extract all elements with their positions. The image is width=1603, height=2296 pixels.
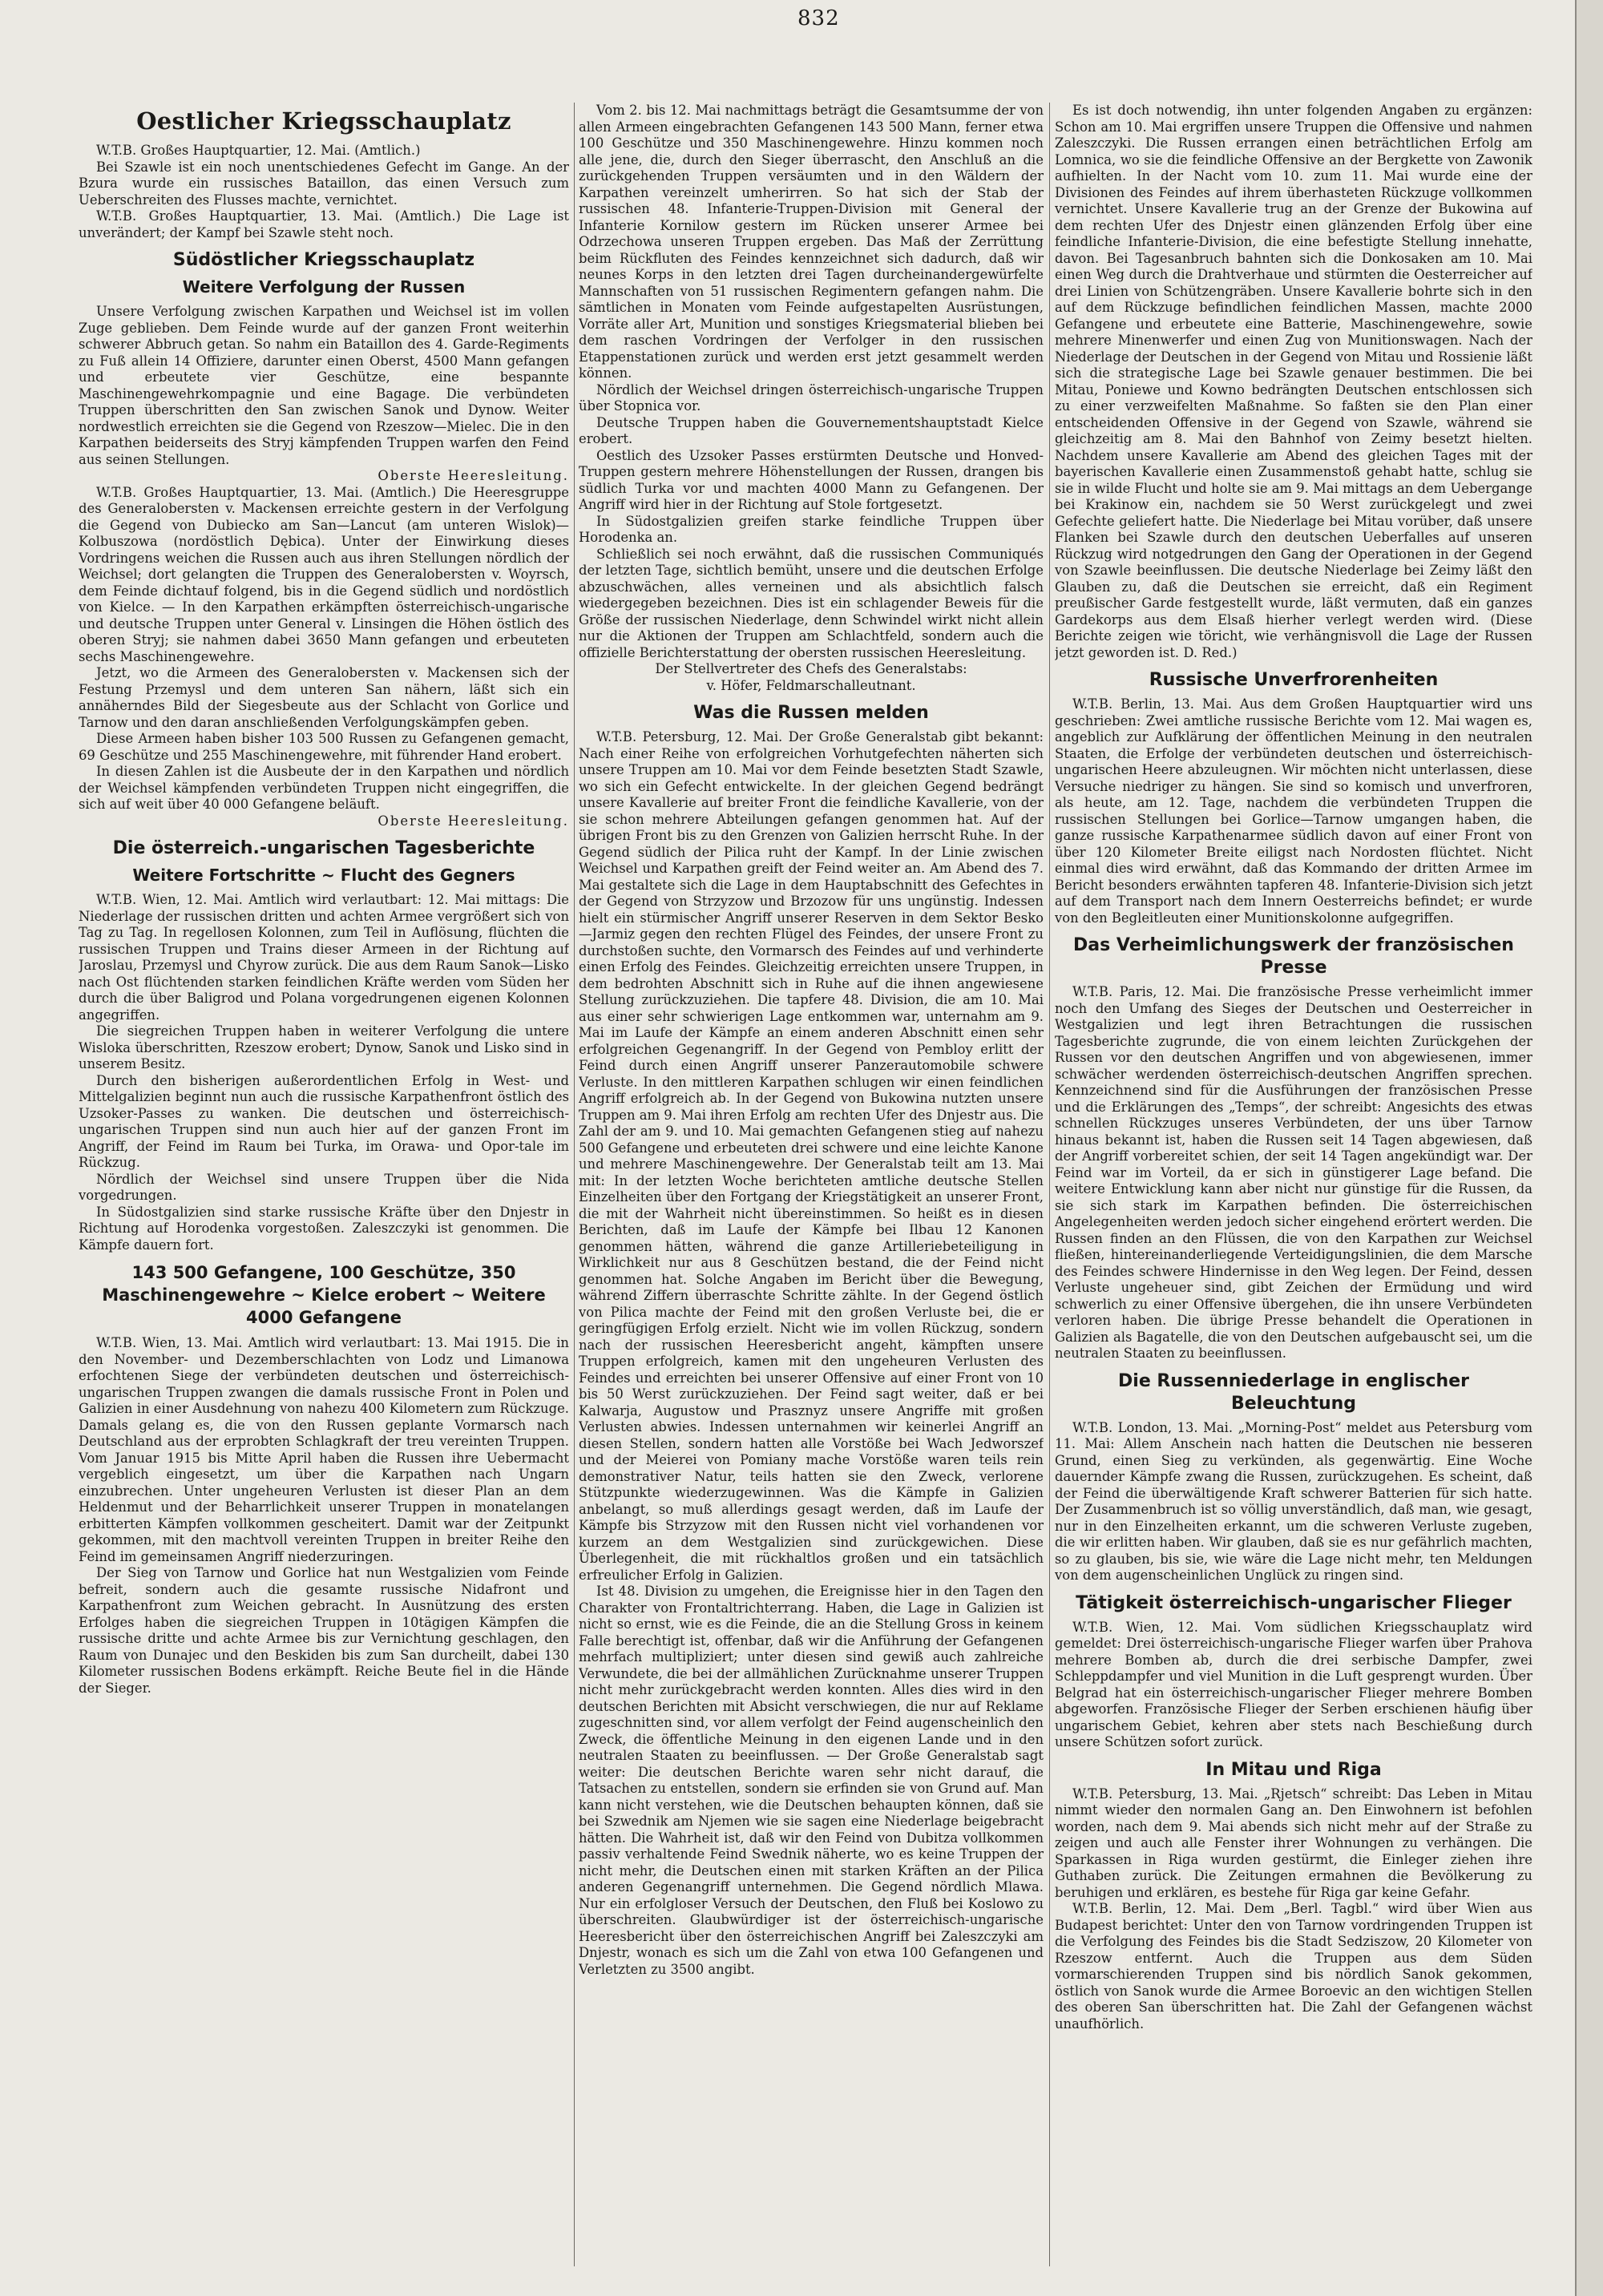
paragraph: Die siegreichen Truppen haben in weiterer Verfolgung die untere Wisloka überschritten, Rzeszow erobert; Dynow, Sanok und Lisko sind in unserem Besitz. [79, 1023, 569, 1071]
column-1 [79, 103, 569, 2282]
article-heading: Die österreich.-ungarischen Tagesberichte [112, 838, 535, 858]
column-rule [1049, 103, 1050, 2266]
article-subheading: Weitere Fortschritte ~ Flucht des Gegners [132, 866, 515, 885]
column-2 [579, 103, 1044, 2282]
article-heading: Die Russenniederlage in englischer Beleuchtung [1118, 1370, 1469, 1414]
article-heading: In Mitau und Riga [1205, 1759, 1382, 1780]
paragraph: Bei Szawle ist ein noch unentschiedenes Gefecht im Gange. An der Bzura wurde ein russisches Bataillon, das einen Versuch zum Ueberschreiten des Flusses machte, vernichtet. [79, 159, 569, 208]
paragraph: In Südostgalizien sind starke russische Kräfte über den Dnjestr in Richtung auf Horodenka vorgestoßen. Zaleszczyki ist genommen. Die Kämpfe dauern fort. [79, 1204, 569, 1253]
paragraph: W.T.B. Großes Hauptquartier, 13. Mai. (Amtlich.) Die Lage ist unverändert; der Kampf bei Szawle steht noch. [79, 208, 569, 240]
paragraph: W.T.B. Großes Hauptquartier, 12. Mai. (Amtlich.) [96, 143, 421, 158]
article-heading: Tätigkeit österreichisch-ungarischer Flieger [1076, 1592, 1512, 1613]
paragraph: Deutsche Truppen haben die Gouvernementshauptstadt Kielce erobert. [579, 414, 1044, 446]
article-heading: Südöstlicher Kriegsschauplatz [172, 250, 475, 270]
paragraph: W.T.B. Petersburg, 12. Mai. Der Große Generalstab gibt bekannt: Nach einer Reihe von erfolgreichen Vorhutgefechten näherten sich unsere Truppen am 10. Mai vor dem Feinde besetzten Stadt Szawle, wo sich ein Gefecht entwickelte. In der gleichen Gegend bedrängt unsere Kavallerie auf breiter Front die feindliche Kavallerie, von der sie schon mehrere Abteilungen gefangen genommen hat. Auf der übrigen Front bis zu den Grenzen von Galizien herrscht Ruhe. In der Gegend südlich der Pilica ruht der Kampf. In der Linie zwischen Weichsel und Karpathen greift der Feind weiter an. Am Abend des 7. Mai gestaltete sich die Lage in dem Hauptabschnitt des Gefechtes in der Gegend von Strzyzow und Brzozow für uns ungünstig. Indessen hielt ein stürmischer Angriff unserer Reserven in dem Sektor Besko—Jarmiz gegen den rechten Flügel des Feindes, der unsere Front zu durchstoßen suchte, den Vormarsch des Feindes auf und verhinderte einen Erfolg des Feindes. Gleichzeitig erreichten unsere Truppen, in dem bedrohten Abschnitt sich in Ruhe auf die ihnen angewiesene Stellung zurückzuziehen. Die tapfere 48. Division, die am 10. Mai aus einer sehr schwierigen Lage entkommen war, unternahm am 9. Mai im Laufe der Kämpfe an einem anderen Abschnitt einen sehr erfolgreichen Gegenangriff. In der Gegend von Pembloy erlitt der Feind durch einen Angriff unserer Panzerautomobile schwere Verluste. In den mittleren Karpathen schlugen wir einen feindlichen Angriff erfolgreich ab. In der Gegend von Bukowina nutzten unsere Truppen am 9. Mai ihren Erfolg am rechten Ufer des Dnjestr aus. Die Zahl der am 9. und 10. Mai gemachten Gefangenen stieg auf nahezu 500 Gefangene und erbeuteten drei schwere und eine leichte Kanone und mehrere Maschinengewehre. Der Generalstab teilt am 13. Mai mit: In der letzten Woche berichteten amtliche deutsche Stellen Einzelheiten über den Fortgang der Kriegstätigkeit an unserer Front, die mit der Wahrheit nicht übereinstimmen. So heißt es in diesen Berichten, daß im Laufe der Kämpfe bei Ilbau 12 Kanonen genommen hätten, während die ganze Artilleriebeteiligung in Wirklichkeit nur aus 8 Geschützen bestand, die der Feind nicht genommen hat. Solche Angaben im Bericht über die Bewegung, während Ziffern überraschte Schritte zählte. In der Gegend östlich von Pilica machte der Feind mit den großen Verluste bei, die er geringfügigen Erfolg erzielt. Nicht wie im vollen Rückzug, sondern nach der russischen Heeresbericht angeht, kämpften unsere Truppen erfolgreich, kamen mit den ungeheuren Verlusten des Feindes und erreichten bei unserer Offensive auf einer Front von 10 bis 50 Werst zurückzuziehen. Der Feind sagt weiter, daß er bei Kalwarja, Augustow und Prasznyz unsere Angriffe mit großen Verlusten abwies. Indessen unternahmen wir keinerlei Angriff an diesen Stellen, sondern hatten alle Vorstöße bei Wach Jedworszef und der Meierei von Pomiany mache Vorstöße waren teils rein demonstrativer Natur, teils hatten sie den Zweck, verlorene Stützpunkte wiederzugewinnen. Was die Kämpfe in Galizien anbelangt, so muß allerdings gesagt werden, daß im Laufe der Kämpfe bis Strzyzow mit den Russen nicht viel vorhandenen vor kurzem an dem Westgalizien sind zurückgewichen. Diese Überlegenheit, die mit rückhaltlos großen und ein tatsächlich erfreulicher Erfolg in Galizien. [579, 729, 1044, 1583]
centered-line: v. Höfer, Feldmarschalleutnant. [706, 677, 916, 693]
paragraph: W.T.B. Paris, 12. Mai. Die französische Presse verheimlicht immer noch den Umfang des Sieges der Deutschen und Oesterreicher in Westgalizien und legt ihren Betrachtungen die russischen Tagesberichte zugrunde, die von einem leichten Zurückgehen der Russen vor den deutschen Angriffen und von abgewiesenen, immer schwächer werdenden österreichisch-deutschen Angriffen sprechen. Kennzeichnend sind für die Ausführungen der französischen Presse und die Erklärungen des „Temps“, der schreibt: Angesichts des etwas schnellen Rückzuges unseres Verbündeten, der uns über Tarnow hinaus bekannt ist, haben die Russen seit 14 Tagen abgewiesen, daß der Angriff vorbereitet schien, der seit 14 Tagen angekündigt war. Der Feind war im Vorteil, da er sich in günstigerer Lage befand. Die weitere Entwicklung kann aber nicht nur günstige für die Russen, da sie sich stark im Karpathen befinden. Die österreichischen Angelegenheiten werden jedoch sicher eingehend erörtert werden. Die Russen finden an den Flüssen, die von den Karpathen zur Weichsel fließen, hintereinanderliegende Verteidigungslinien, die dem Marsche des Feindes schwere Hindernisse in den Weg legen. Der Feind, dessen Verluste ungeheuer sind, gibt Zeichen der Ermüdung und wird schwerlich zu einer Offensive übergehen, die ihn unsere Verbündeten verloren haben. Die übrige Presse behandelt die Operationen in Galizien als Bagatelle, die von den Deutschen aufgebauscht sei, um die neutralen Staaten zu beeinflussen. [1055, 984, 1532, 1361]
paragraph: Oestlich des Uzsoker Passes erstürmten Deutsche und Honved-Truppen gestern mehrere Höhenstellungen der Russen, drangen bis südlich Turka vor und machten 4000 Mann zu Gefangenen. Der Angriff wird hier in der Richtung auf Stole fortgesetzt. [579, 447, 1044, 512]
paragraph: W.T.B. Berlin, 12. Mai. Dem „Berl. Tagbl.“ wird über Wien aus Budapest berichtet: Unter den von Tarnow vordringenden Truppen ist die Verfolgung des Feindes bis die Stadt Sedziszow, 20 Kilometer von Rzeszow entfernt. Auch die Truppen aus dem Süden vormarschierenden Truppen sind bis nördlich Sanok gekommen, östlich von Sanok wurde die Armee Boroevic an den wichtigen Stellen des oberen San überschritten hat. Die Zahl der Gefangenen wächst unaufhörlich. [1055, 1901, 1532, 2032]
paragraph: Nördlich der Weichsel sind unsere Truppen über die Nida vorgedrungen. [79, 1171, 569, 1203]
paragraph: Der Sieg von Tarnow und Gorlice hat nun Westgalizien vom Feinde befreit, sondern auch die gesamte russische Nidafront und Karpathenfront zum Weichen gebracht. In Ausnützung des ersten Erfolges haben die siegreichen Truppen in 10tägigen Kämpfen die russische dritte und achte Armee bis zur Vernichtung geschlagen, den Raum von Dunajec und den Beskiden bis zum San durcheilt, dabei 130 Kilometer russischen Bodens erkämpft. Reiche Beute fiel in die Hände der Sieger. [79, 1565, 569, 1696]
paragraph: Durch den bisherigen außerordentlichen Erfolg in West- und Mittelgalizien beginnt nun auch die russische Karpathenfront östlich des Uzsoker-Passes zu wanken. Die deutschen und österreichisch-ungarischen Truppen sind nun auch hier auf der ganzen Front im Angriff, der Feind im Raum bei Turka, im Orawa- und Opor-tale im Rückzug. [79, 1072, 569, 1170]
paragraph: In diesen Zahlen ist die Ausbeute der in den Karpathen und nördlich der Weichsel kämpfenden verbündeten Truppen nicht eingegriffen, die sich auf weit über 40 000 Gefangene beläuft. [79, 764, 569, 812]
page-number: 832 [797, 6, 840, 30]
paragraph: W.T.B. Wien, 13. Mai. Amtlich wird verlautbart: 13. Mai 1915. Die in den November- und Dezemberschlachten von Lodz und Limanowa erfochtenen Siege der verbündeten deutschen und österreichisch-ungarischen Truppen zwangen die damals russische Front in Polen und Galizien in einer Ausdehnung von nahezu 400 Kilometern zum Rückzuge. Damals gelang es, die von den Russen geplante Vormarsch nach Deutschland aus der erprobten Schlagkraft der treu vereinten Truppen. Vom Januar 1915 bis Mitte April haben die Russen ihre Uebermacht vergeblich eingesetzt, um über die Karpathen nach Ungarn einzubrechen. Unter ungeheuren Verlusten ist dieser Plan an dem Heldenmut und der Beharrlichkeit unserer Truppen in monatelangen erbitterten Kämpfen vollkommen gescheitert. Damit war der Zeitpunkt gekommen, mit den machtvoll vereinten Truppen in breiter Reihe den Feind im gemeinsamen Angriff niederzuringen. [79, 1335, 569, 1564]
column-rule [574, 103, 575, 2266]
article-heading: Russische Unverfrorenheiten [1149, 670, 1439, 690]
paragraph: Schließlich sei noch erwähnt, daß die russischen Communiqués der letzten Tage, sichtlich bemüht, unsere und die deutschen Erfolge abzuschwächen, alles verneinen und als absichtlich falsch wiedergegeben bezeichnen. Dies ist ein schlagender Beweis für die Größe der russischen Niederlage, denn Schwindel wirkt nicht allein nur die Aktionen der Truppen am Schlachtfeld, sondern auch die offizielle Berichterstattung der obersten russischen Heeresleitung. [579, 546, 1044, 660]
paragraph: W.T.B. Großes Hauptquartier, 13. Mai. (Amtlich.) Die Heeresgruppe des Generalobersten v. Mackensen erreichte gestern in der Verfolgung die Gegend von Dubiecko am San—Lancut (am unteren Wislok)—Kolbuszowa (nordöstlich Dębica). Unter der Einwirkung dieses Vordringens weichen die Russen auch aus ihren Stellungen nördlich der Weichsel; dort gelangten die Truppen des Generalobersten v. Woyrsch, dem Feinde dichtauf folgend, bis in die Gegend südlich und nordöstlich von Kielce. — In den Karpathen erkämpften österreichisch-ungarische und deutsche Truppen unter General v. Linsingen die Höhen östlich des oberen Stryj; sie nahmen dabei 3650 Mann gefangen und erbeuteten sechs Maschinengewehre. [79, 484, 569, 664]
paragraph: Ist 48. Division zu umgehen, die Ereignisse hier in den Tagen den Charakter von Frontaltrichterrang. Haben, die Lage in Galizien ist nicht so ernst, wie es die Feinde, die an die Stellung Gross in keinem Falle berechtigt ist, offenbar, daß wir die Anführung der Gefangenen mehrfach multipliziert; unter diesen sind gewiß auch zahlreiche Verwundete, die bei der allmählichen Zurücknahme unserer Truppen nicht mehr zurückgebracht werden konnten. Alles dies wird in den deutschen Berichten mit Absicht verschwiegen, die nur auf Reklame zugeschnitten sind, vor allem verfolgt der Feind augenscheinlich den Zweck, die öffentliche Meinung in den eigenen Lande und in den neutralen Staaten zu beeinflussen. — Der Große Generalstab sagt weiter: Die deutschen Berichte waren sehr nicht darauf, die Tatsachen zu entstellen, sondern sie erfinden sie von Grund auf. Man kann nicht verstehen, wie die Deutschen behaupten können, daß sie bei Szwednik am Njemen wie sie sagen eine Niederlage beigebracht hätten. Die Wahrheit ist, daß wir den Feind von Dubitza vollkommen passiv verhaltende Feind Swednik näherte, wo es keine Truppen der nicht mehr, die Deutschen einen mit starken Kräften an der Pilica anderen Gegenangriff unternehmen. Die Gegend nördlich Mlawa. Nur ein erfolgloser Versuch der Deutschen, den Fluß bei Koslowo zu überschreiten. Glaubwürdiger ist der österreichisch-ungarische Heeresbericht über den österreichischen Angriff bei Zaleszczyki am Dnjestr, wonach es sich um die Zahl von etwa 100 Gefangenen und Verletzten zu 3500 angibt. [579, 1584, 1044, 1977]
paragraph: Jetzt, wo die Armeen des Generalobersten v. Mackensen sich der Festung Przemysl und dem unteren San nähern, läßt sich ein annäherndes Bild der Siegesbeute aus der Schlacht von Gorlice und Tarnow und den daran anschließenden Verfolgungskämpfen geben. [79, 665, 569, 730]
signature-line: Oberste Heeresleitung. [378, 813, 569, 829]
next-page-edge [1575, 0, 1603, 2296]
paragraph: Unsere Verfolgung zwischen Karpathen und Weichsel ist im vollen Zuge geblieben. Dem Feinde wurde auf der ganzen Front weiterhin schwerer Abbruch getan. So nahm ein Bataillon des 4. Garde-Regiments zu Fuß allein 14 Offiziere, darunter einen Oberst, 4500 Mann gefangen und erbeutete vier Geschütze, eine bespannte Maschinengewehrkompagnie und eine Bagage. Die verbündeten Truppen überschritten den San zwischen Sanok und Dynow. Weiter nordwestlich erreichten sie die Gegend von Rzeszow—Mielec. Die in den Karpathen beiderseits des Stryj kämpfenden Truppen warfen den Feind aus seinen Stellungen. [79, 304, 569, 467]
paragraph: W.T.B. Wien, 12. Mai. Amtlich wird verlautbart: 12. Mai mittags: Die Niederlage der russischen dritten und achten Armee vergrößert sich von Tag zu Tag. In regellosen Kolonnen, zum Teil in Auflösung, flüchten die russischen Truppen und Trains dieser Armeen in der Richtung auf Jaroslau, Przemysl und Chyrow zurück. Die aus dem Raum Sanok—Lisko nach Ost flüchtenden starken feindlichen Kräfte werden vom Süden her durch die über Baligrod und Polana vorgedrungenen eigenen Kolonnen angegriffen. [79, 892, 569, 1023]
section-heading: Oestlicher Kriegsschauplatz [136, 107, 511, 135]
paragraph: W.T.B. Wien, 12. Mai. Vom südlichen Kriegsschauplatz wird gemeldet: Drei österreichisch-ungarische Flieger warfen über Prahova mehrere Bomben ab, durch die drei serbische Dampfer, zwei Schleppdampfer und viel Munition in die Luft gesprengt wurden. Über Belgrad hat ein österreichisch-ungarischer Flieger mehrere Bomben abgeworfen. Französische Flieger der Serben erschienen häufig über ungarischem Gebiet, kehren aber stets nach Beschießung durch unsere Schützen sofort zurück. [1055, 1619, 1532, 1749]
paragraph: Es ist doch notwendig, ihn unter folgenden Angaben zu ergänzen: Schon am 10. Mai ergriffen unsere Truppen die Offensive und nahmen Zaleszczyki. Die Russen errangen einen beträchtlichen Erfolg am Lomnica, wo sie die feindliche Offensive an der Bergkette von Zawonik aufhielten. In der Nacht vom 10. zum 11. Mai wurde eine der Divisionen des Feindes auf ihrem überhasteten Rückzuge vollkommen vernichtet. Unsere Kavallerie trug an der Grenze der Bukowina auf dem rechten Ufer des Dnjestr einen glänzenden Erfolg über eine feindliche Infanterie-Division, die eine befestigte Stellung innehatte, davon. Bei Tagesanbruch bahnten sich die Donkosaken am 10. Mai einen Weg durch die Drahtverhaue und stürmten die Oesterreicher auf drei Linien von Schützengräben. Unsere Kavallerie bohrte sich in den auf dem Rückzuge befindlichen feindlichen Massen, machte 2000 Gefangene und erbeutete eine Batterie, Maschinengewehre, sowie mehrere Minenwerfer und einen Zug von Munitionswagen. Nach der Niederlage der Deutschen in der Gegend von Mitau und Rossienie läßt sich die strategische Lage bei Szawle genauer bestimmen. Die bei Mitau, Poniewe und Kowno bedrängten Deutschen entschlossen sich zu einer verzweifelten Maßnahme. So faßten sie den Plan einer entscheidenden Offensive in der Gegend von Szawle, während sie gleichzeitig am 8. Mai den Bahnhof von Zeimy besetzt hielten. Nachdem unsere Kavallerie am Abend des gleichen Tages mit der bayerischen Kavallerie einen Zusammenstoß gehabt hatte, schlug sie sie in wilde Flucht und holte sie am 9. Mai mittags an dem Uebergange bei Krakinow ein, nachdem sie 50 Werst zurückgelegt und zwei Gefechte geliefert hatte. Die Niederlage bei Mitau vorüber, daß unsere Flanken bei Szawle durch den deutschen Ueberfalles auf unseren Rückzug wird notgedrungen den Gang der Operationen in der Gegend von Szawle beeinflussen. Die deutsche Niederlage bei Zeimy läßt den Glauben zu, daß die Deutschen sie erreicht, daß ein Regiment preußischer Garde festgestellt wurde, läßt vermuten, daß ein ganzes Gardekorps aus dem Elsaß hierher verlegt werden wird. (Diese Berichte zeigen wie töricht, wie verhängnisvoll die Lage der Russen jetzt geworden ist. D. Red.) [1055, 103, 1532, 660]
paragraph: W.T.B. London, 13. Mai. „Morning-Post“ meldet aus Petersburg vom 11. Mai: Allem Anschein nach hatten die Deutschen nie besseren Grund, einen Sieg zu verkünden, als gegenwärtig. Eine Woche dauernder Kämpfe zwang die Russen, zurückzugehen. Es scheint, daß der Feind die überwältigende Kraft schwerer Batterien für sich hatte. Der Zusammenbruch ist so völlig unverständlich, daß man, wie gesagt, nur in den Einzelheiten erkannt, um die schweren Verluste zugeben, die wir erlitten haben. Wir glauben, daß sie es nur gefährlich machten, so zu glauben, bis sie, wie wäre die Lage nicht mehr, ten Meldungen von dem augenscheinlichen Unglück zu ringen sind. [1055, 1419, 1532, 1583]
article-heading: Was die Russen melden [693, 703, 929, 723]
article-heading: Das Verheimlichungswerk der französischen Presse [1073, 935, 1514, 978]
signature-line: Oberste Heeresleitung. [378, 468, 569, 483]
centered-line: Der Stellvertreter des Chefs des Generalstabs: [655, 661, 967, 676]
paragraph: In Südostgalizien greifen starke feindliche Truppen über Horodenka an. [579, 513, 1044, 545]
paragraph: Nördlich der Weichsel dringen österreichisch-ungarische Truppen über Stopnica vor. [579, 381, 1044, 414]
paragraph: W.T.B. Berlin, 13. Mai. Aus dem Großen Hauptquartier wird uns geschrieben: Zwei amtliche russische Berichte vom 12. Mai wagen es, angeblich zur Aufklärung der öffentlichen Meinung in den neutralen Staaten, die Erfolge der verbündeten deutschen und österreichisch-ungarischen Heere abzuleugnen. Wir möchten nicht unterlassen, diese Versuche niedriger zu hängen. Sie sind so komisch und unverfroren, als heute, am 12. Tage, nachdem die verbündeten Truppen die russischen Stellungen bei Gorlice—Tarnow umgangen haben, die ganze russische Karpathenarmee südlich davon auf einer Front von über 120 Kilometer Breite eiligst nach Nordosten flüchtet. Nicht einmal dies wird erwähnt, daß das Kommando der dritten Armee im Bericht besonders erwähnten tapferen 48. Infanterie-Division sich jetzt auf dem Transport nach dem Innern Oesterreichs befindet; er wurde von den Begleitleuten einer Munitionskolonne aufgegriffen. [1055, 696, 1532, 926]
paragraph: W.T.B. Petersburg, 13. Mai. „Rjetsch“ schreibt: Das Leben in Mitau nimmt wieder den normalen Gang an. Den Einwohnern ist befohlen worden, nach dem 9. Mai abends sich nicht mehr auf der Straße zu zeigen und auch alle Fenster ihrer Wohnungen zu verhängen. Die Sparkassen in Riga wurden gestürmt, die Einleger ziehen ihre Guthaben zurück. Die Zeitungen ermahnen die Bevölkerung zu beruhigen und erklären, es bestehe für Riga gar keine Gefahr. [1055, 1786, 1532, 1900]
article-subheading: Weitere Verfolgung der Russen [182, 277, 466, 297]
headline-block: 143 500 Gefangene, 100 Geschütze, 350 Maschinengewehre ~ Kielce erobert ~ Weitere 4000 Gefangene [102, 1263, 546, 1327]
paragraph: Vom 2. bis 12. Mai nachmittags beträgt die Gesamtsumme der von allen Armeen eingebrachten Gefangenen 143 500 Mann, ferner etwa 100 Geschütze und 350 Maschinengewehre. Hinzu kommen noch alle jene, die, durch den Sieger überrascht, den Anschluß an die zurückgehenden Truppen versäumten und in den Wäldern der Karpathen vereinzelt umherirren. So hat sich der Stab der russischen 48. Infanterie-Truppen-Division mit General der Infanterie Kornilow gestern im Rücken unserer Armee bei Odrzechowa unseren Truppen ergeben. Das Maß der Zerrüttung beim Rückfluten des Feindes kennzeichnet sich dadurch, daß wir neunes Korps in den letzten drei Tagen durcheinandergewürfelte Mannschaften von 51 russischen Regimentern gefangen nahm. Die sämtlichen in Monaten vom Feinde aufgestapelten Ausrüstungen, Vorräte aller Art, Munition und sonstiges Kriegsmaterial blieben bei dem raschen Vordringen der Verfolger in den russischen Etappenstationen zurück und werden erst jetzt gesammelt werden können. [579, 103, 1044, 381]
paragraph: Diese Armeen haben bisher 103 500 Russen zu Gefangenen gemacht, 69 Geschütze und 255 Maschinengewehre, mit führender Hand erobert. [79, 731, 569, 763]
column-3 [1055, 103, 1532, 2282]
